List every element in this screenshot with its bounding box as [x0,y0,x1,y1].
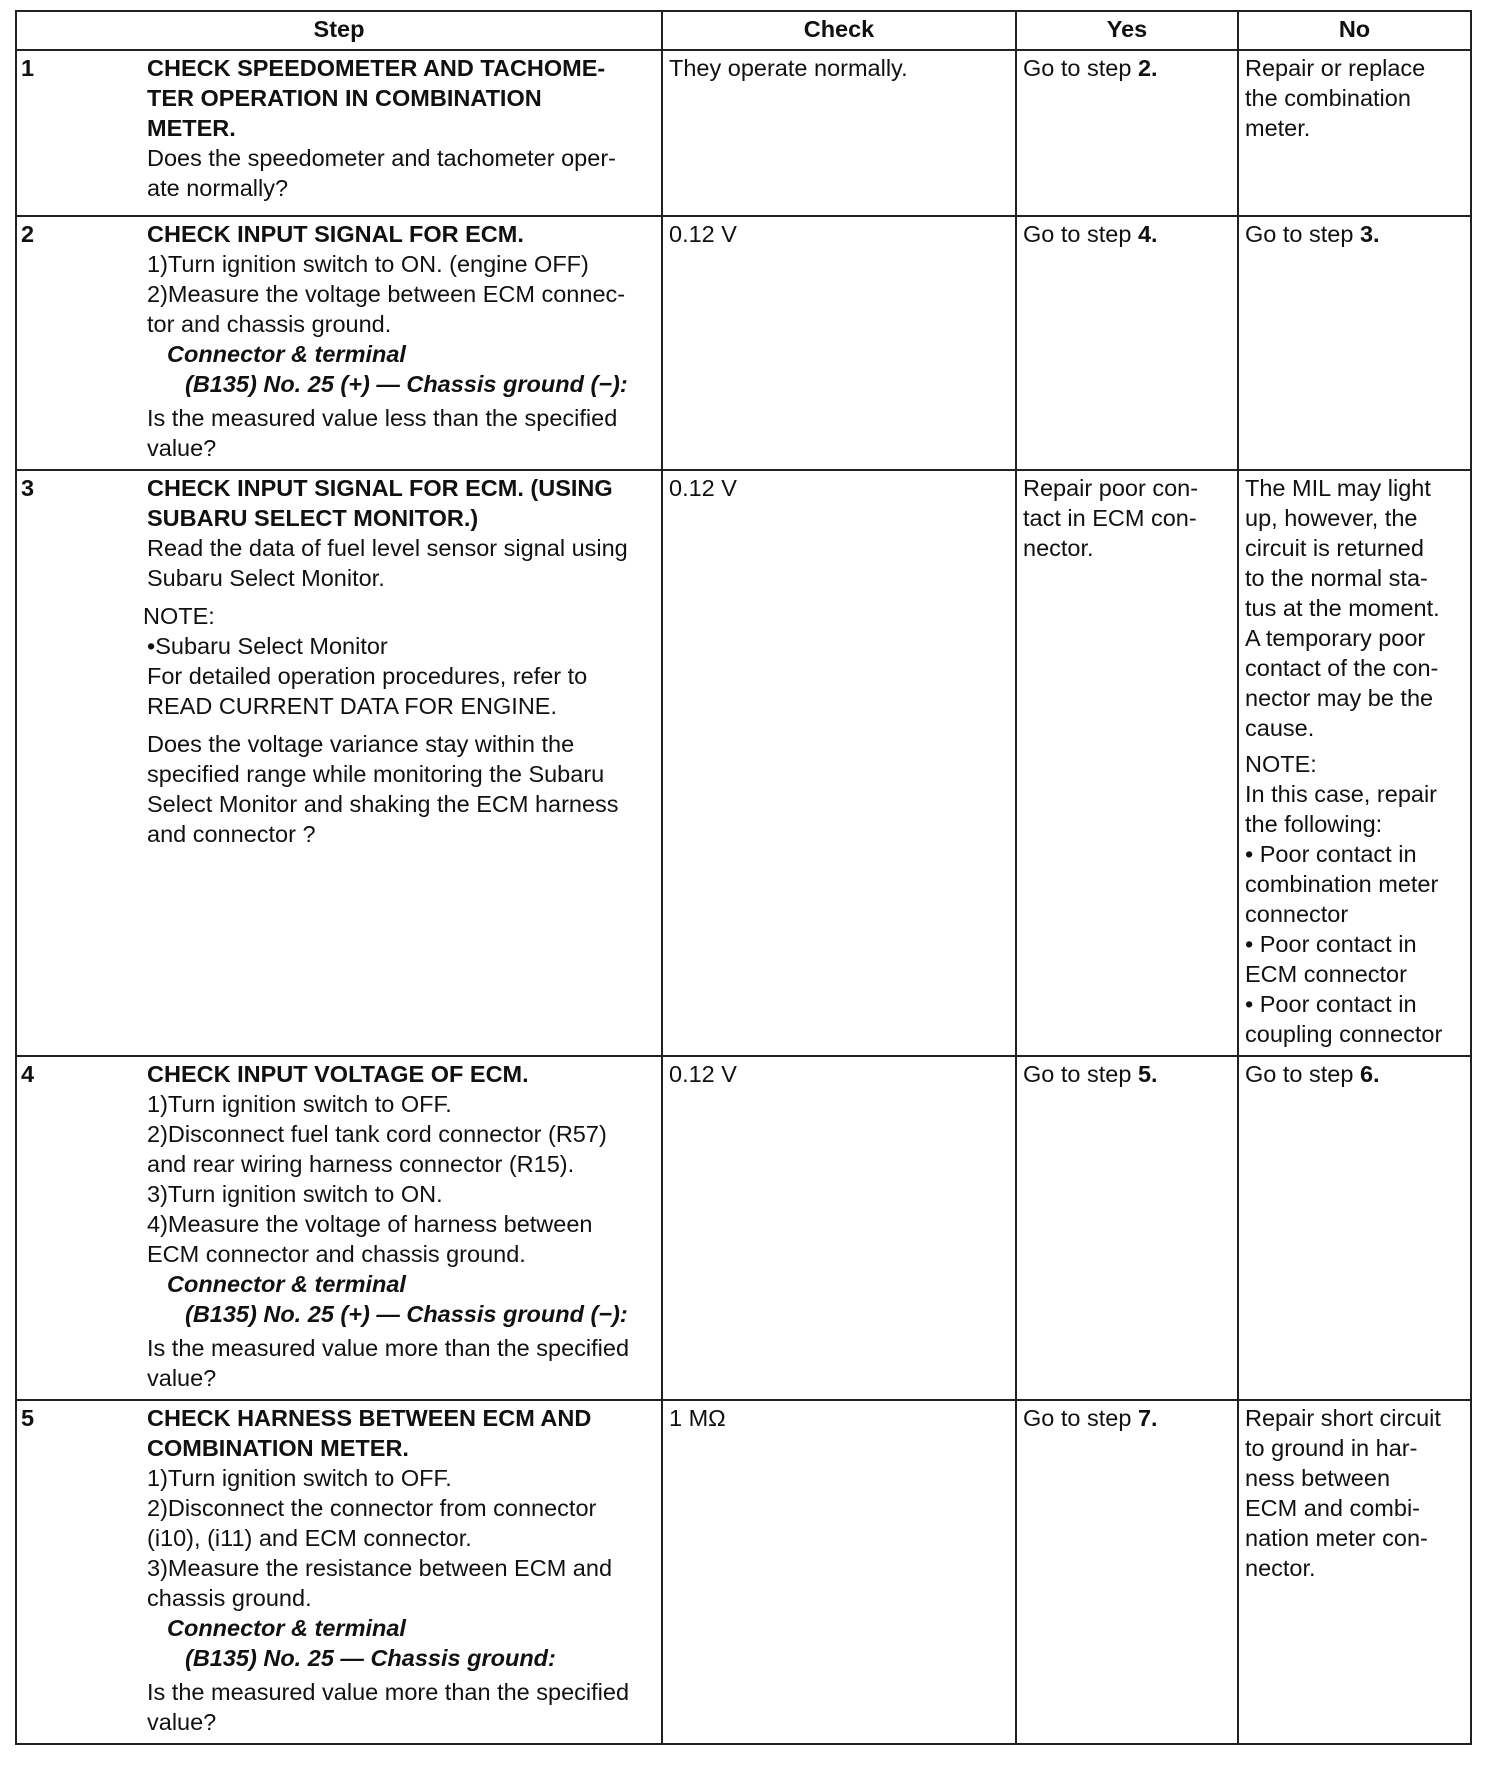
no-cell [1238,216,1471,470]
check-cell: 0.12 V [662,1056,1016,1400]
check-cell: 0.12 V [662,470,1016,1056]
yes-cell: Repair poor con- tact in ECM con- nector. [1016,470,1238,1056]
connector-terminal-label: Connector & terminal [167,1615,406,1641]
yes-text: Go to step [1023,1061,1138,1087]
yes-cell [1016,1056,1238,1400]
step-procedure: Read the data of fuel level sensor signal using Subaru Select Monitor. [147,535,628,591]
no-cell [1238,1056,1471,1400]
step-title: CHECK INPUT SIGNAL FOR ECM. [147,221,524,247]
step-question: Is the measured value less than the specified value? [147,405,618,461]
note-body: •Subaru Select Monitor For detailed operation procedures, refer to READ CURRENT DATA FOR ENGINE. [147,633,588,719]
yes-step-ref: 4. [1137,221,1158,247]
yes-text: Go to step [1023,1405,1138,1431]
step-procedure: 1)Turn ignition switch to ON. (engine OFF) 2)Measure the voltage between ECM connec- tor and chassis ground. [147,251,626,337]
connector-terminal-label: Connector & terminal [167,341,406,367]
step-question: Is the measured value more than the specified value? [147,1679,630,1735]
no-cell: Repair short circuit to ground in har- ness between ECM and combi- nation meter con- nector. [1238,1400,1471,1744]
check-cell: 1 MΩ [662,1400,1016,1744]
no-note-body: In this case, repair the following: • Poor contact in combination meter connector • Poor contact in ECM connector • Poor contact in coupling connector [1245,781,1443,1047]
connector-terminal-label: Connector & terminal [167,1271,406,1297]
yes-cell [1016,216,1238,470]
yes-text: Go to step [1023,221,1138,247]
yes-text: Go to step [1023,55,1138,81]
table-row [16,1056,1471,1400]
step-number: 1 [21,55,35,81]
header-row [16,11,1471,50]
connector-terminal-value: (B135) No. 25 (+) — Chassis ground (−): [185,1301,628,1327]
connector-terminal-value: (B135) No. 25 — Chassis ground: [185,1645,556,1671]
yes-step-ref: 2. [1137,55,1158,81]
step-number: 3 [21,475,35,501]
step-cell [16,470,662,1056]
check-cell: They operate normally. [662,50,1016,216]
no-cell: Repair or replace the combination meter. [1238,50,1471,216]
yes-step-ref: 5. [1137,1061,1158,1087]
header-step: Step [16,11,662,50]
step-title: CHECK INPUT SIGNAL FOR ECM. (USING SUBARU SELECT MONITOR.) [147,475,613,531]
no-text: The MIL may light up, however, the circuit is returned to the normal sta- tus at the moment. A temporary poor contact of the con- nector may be the cause. [1245,475,1440,741]
diagnostic-table [15,10,1472,1745]
table-row [16,50,1471,216]
table-row [16,470,1471,1056]
no-step-ref: 6. [1359,1061,1380,1087]
header-no: No [1238,11,1471,50]
step-cell [16,216,662,470]
step-number: 4 [21,1061,35,1087]
step-question: Does the voltage variance stay within the specified range while monitoring the Subaru Select Monitor and shaking the ECM harness and connector ? [147,731,619,847]
step-procedure: 1)Turn ignition switch to OFF. 2)Disconnect fuel tank cord connector (R57) and rear wiring harness connector (R15). 3)Turn ignition switch to ON. 4)Measure the voltage of harness between ECM connector and chassis ground. [147,1091,607,1267]
step-number: 2 [21,221,35,247]
table-row [16,216,1471,470]
step-question: Does the speedometer and tachometer oper- ate normally? [147,145,616,201]
no-cell [1238,470,1471,1056]
step-title: CHECK HARNESS BETWEEN ECM AND COMBINATION METER. [147,1405,592,1461]
note-label: NOTE: [143,603,215,629]
yes-step-ref: 7. [1137,1405,1158,1431]
check-cell: 0.12 V [662,216,1016,470]
no-step-ref: 3. [1359,221,1380,247]
step-title: CHECK SPEEDOMETER AND TACHOME- TER OPERATION IN COMBINATION METER. [147,55,606,141]
step-number: 5 [21,1405,35,1431]
no-text: Go to step [1245,221,1360,247]
header-yes: Yes [1016,11,1238,50]
header-check: Check [662,11,1016,50]
step-cell [16,1056,662,1400]
step-cell [16,50,662,216]
no-text: Go to step [1245,1061,1360,1087]
step-procedure: 1)Turn ignition switch to OFF. 2)Disconnect the connector from connector (i10), (i11) and ECM connector. 3)Measure the resistance between ECM and chassis ground. [147,1465,613,1611]
yes-cell [1016,50,1238,216]
connector-terminal-value: (B135) No. 25 (+) — Chassis ground (−): [185,371,628,397]
table-row [16,1400,1471,1744]
step-cell [16,1400,662,1744]
step-question: Is the measured value more than the specified value? [147,1335,630,1391]
no-note-label: NOTE: [1245,751,1317,777]
yes-cell [1016,1400,1238,1744]
step-title: CHECK INPUT VOLTAGE OF ECM. [147,1061,529,1087]
